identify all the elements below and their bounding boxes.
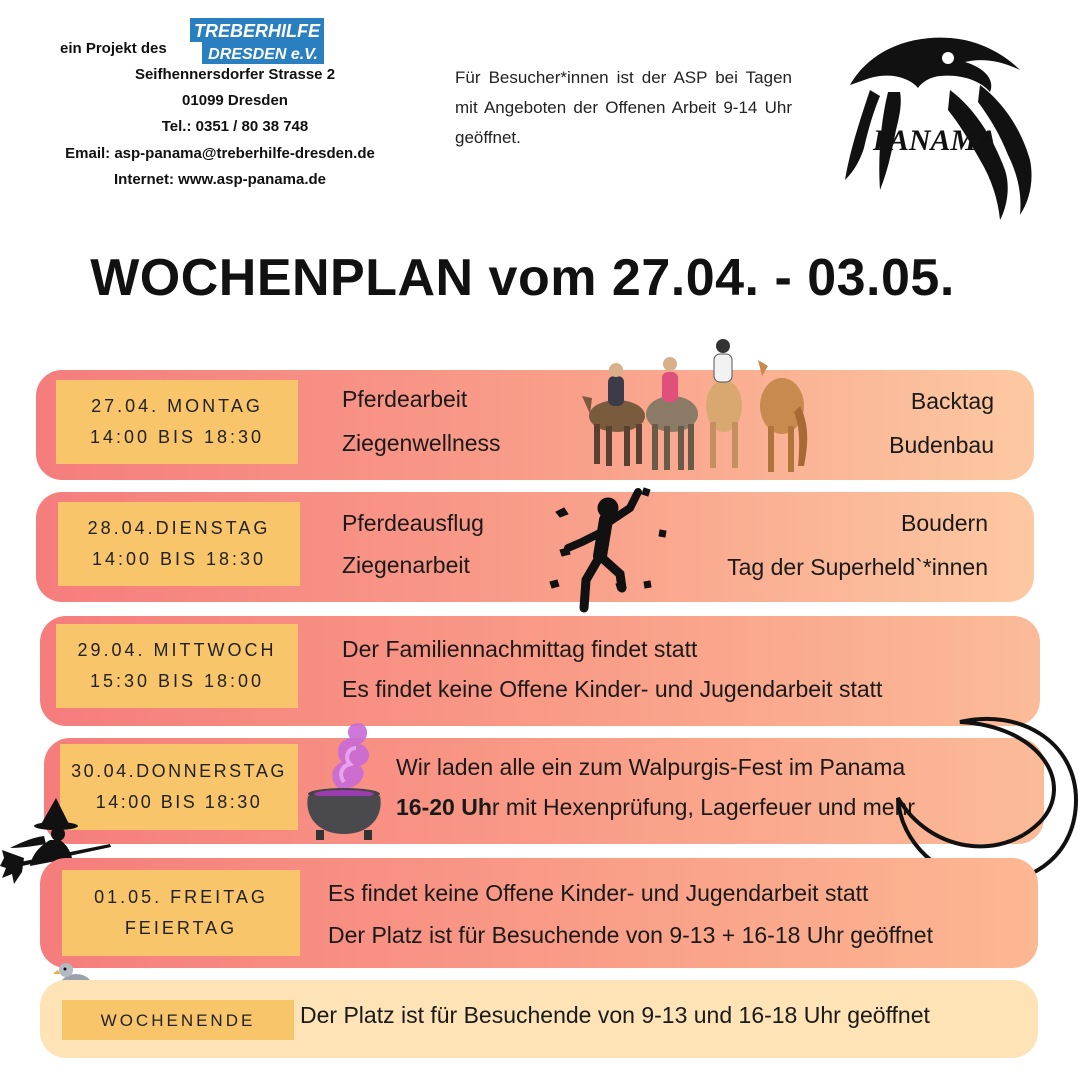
address-street: Seifhennersdorfer Strasse 2 [134, 66, 336, 83]
day-time: 14:00 BIS 18:30 [91, 549, 267, 569]
day-row-tuesday [36, 492, 1034, 602]
page-title: WOCHENPLAN vom 27.04. - 03.05. [90, 249, 955, 307]
panama-logo-icon [830, 30, 1040, 225]
day-time: 14:00 BIS 18:30 [95, 792, 263, 812]
day-row-friday [40, 858, 1038, 968]
info-line-familiennachmittag: Der Familiennachmittag findet statt [342, 636, 698, 662]
walpurgis-details [396, 794, 915, 821]
activity-superheldinnen: Tag der Superheld`*innen [727, 554, 988, 580]
logo-line2: DRESDEN e.V. [208, 46, 318, 63]
address-city: 01099 Dresden [182, 92, 288, 109]
day-label-box [58, 502, 300, 586]
day-row-weekend [40, 980, 1038, 1058]
activity-boudern: Boudern [901, 510, 988, 536]
day-label-box [56, 624, 298, 708]
day-label: 01.05. FREITAG [94, 887, 268, 907]
day-time: 15:30 BIS 18:00 [89, 671, 265, 691]
day-time: 14:00 BIS 18:30 [89, 427, 265, 447]
day-label: 29.04. MITTWOCH [77, 640, 277, 660]
address-phone: Tel.: 0351 / 80 38 748 [161, 118, 309, 135]
activity-pferdeausflug: Pferdeausflug [342, 510, 484, 536]
day-label-box [62, 1000, 294, 1040]
day-row-wednesday [40, 616, 1040, 726]
day-label-box [56, 380, 298, 464]
logo-line1: TREBERHILFE [194, 21, 320, 41]
treberhilfe-logo [188, 16, 326, 66]
activity-pferdearbeit: Pferdearbeit [342, 386, 468, 412]
day-label: WOCHENENDE [100, 1010, 256, 1030]
activity-ziegenwellness: Ziegenwellness [342, 430, 501, 456]
activity-budenbau: Budenbau [889, 432, 994, 458]
info-line-platz-geoeffnet: Der Platz ist für Besuchende von 9-13 und 16-18 Uhr geöffnet [300, 1002, 930, 1028]
opening-info: Für Besucher*innen ist der ASP bei Tagen mit Angeboten der Offenen Arbeit 9-14 Uhr geöffnet. [455, 68, 792, 147]
day-label: 30.04.DONNERSTAG [71, 761, 287, 781]
climber-icon [546, 484, 676, 614]
info-line-keine-offene-arbeit: Es findet keine Offene Kinder- und Jugendarbeit statt [328, 880, 869, 906]
day-row-monday [36, 370, 1034, 480]
panama-logo-text: PANAMA [872, 124, 998, 157]
address-email: Email: asp-panama@treberhilfe-dresden.de [65, 145, 375, 162]
day-label: 27.04. MONTAG [91, 396, 263, 416]
info-line-platz-geoeffnet: Der Platz ist für Besuchende von 9-13 + 16-18 Uhr geöffnet [328, 922, 933, 948]
horses-riders-icon [582, 336, 818, 478]
projekt-label: ein Projekt des [60, 40, 167, 57]
address-internet: Internet: www.asp-panama.de [114, 171, 326, 188]
day-time: FEIERTAG [124, 918, 238, 938]
activity-ziegenarbeit: Ziegenarbeit [342, 552, 470, 578]
day-label: 28.04.DIENSTAG [87, 518, 271, 538]
walpurgis-time: 16-20 Uh [396, 794, 492, 820]
walpurgis-invitation: Wir laden alle ein zum Walpurgis-Fest im Panama [396, 754, 906, 780]
cauldron-icon [298, 718, 390, 842]
info-line-keine-offene-arbeit: Es findet keine Offene Kinder- und Jugendarbeit statt [342, 676, 883, 702]
activity-backtag: Backtag [910, 388, 994, 414]
day-label-box [62, 870, 300, 956]
walpurgis-details-rest: r mit Hexenprüfung, Lagerfeuer und mehr [491, 794, 916, 820]
